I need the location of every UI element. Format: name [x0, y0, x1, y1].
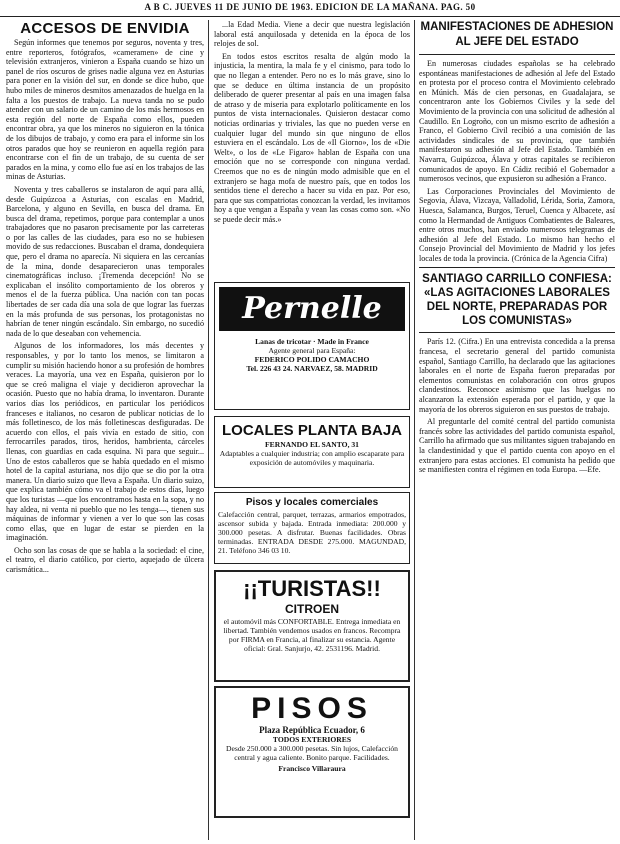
paragraph: Algunos de los informadores, los más decentes y responsables, y por lo tanto los menos, se limitaron a cumplir su misión haciendo honor a su profesión de hombres veraces. La mayoría, una vez en España, quisieron por lo que se creó maligna el viaje y decidieron aprovechar la ocasión. Puesto que no había drama, lo inventaron. Durante varios días los periódicos, en particular los periódicos franceses e italianos, no cesaron de publicar noticias de lo más folletinesco, de los más folletinescas desfiguradas. De acuerdo con ellos, el país vivía en estado de sitio, con ferrocarriles parados, tiros, heridos, hambrienta, cárceles llenas, con guardias en cada esquina. Ni para que seguir... Uno de estos caballeros que se había quedado en el mismo hotel de la capital asturiana, nos dijo que se dio por la otra manera. Un diario suizo que lleva a España. Un diario suizo, que explica también cómo va el trabajo de estos días, luego que los turistas —que los encontramos hasta en la sopa, y no hay aldea, ni venta ni pueblo que no les tenga—, tienen sus máquinas de informar y vienen a ver lo que son las cosas como ellas, que en lugar de estar se pierden en la imaginación. — [6, 341, 204, 543]
paragraph: Noventa y tres caballeros se instalaron de aquí para allá, desde Guipúzcoa a Asturias, con escalas en Madrid, Barcelona, y alguno en Sevilla, en busca del drama. En busca del drama, repetimos, porque para contemplar a unos trabajadores que no pasaron precisamente por las carreteras o por las calles de las ciudades, para eso no se hubiesen movido de sus redacciones. Buscaban el drama, dondequiera que, pero el drama no aparecía. Ni siquiera en las cercanías de la mina, donde desaparecieron unas temporales cinematográficas incluso. ¡Tremenda decepción! No se explicaban el insólito comportamiento de los obreros y menos el de la fuerza pública. Una nación con tan pocas libertades de ser cada día una sola de que lograr las fuerzas en la más profunda de sus personas, los protagonistas no habrían de tener ningún escándalo. Sin embargo, no sucedió nada de lo que deseaban con vehemencia. — [6, 184, 204, 338]
pisos-title: PISOS — [251, 692, 373, 725]
ad-line: Tel. 226 43 24. NARVAEZ, 58. MADRID — [246, 364, 378, 373]
ad-line: Desde 250.000 a 300.000 pesetas. Sin lujos, Calefacción central y agua caliente. Bonito parque. Facilidades. — [226, 744, 398, 762]
ad-line: FEDERICO POLIDO CAMACHO — [254, 355, 370, 364]
page-header: A B C. JUEVES 11 DE JUNIO DE 1963. EDICION DE LA MAÑANA. PAG. 50 — [0, 0, 620, 17]
carrillo-title: SANTIAGO CARRILLO CONFIESA: «LAS AGITACIONES LABORALES DEL NORTE, PREPARADAS POR LOS COMUNISTAS» — [422, 273, 612, 328]
ad-line: Lanas de tricotar · Made in France — [255, 337, 369, 346]
pernelle-ad — [214, 282, 410, 410]
paragraph: En numerosas ciudades españolas se ha celebrado espontáneas manifestaciones de adhesión al Jefe del Estado en protesta por el proceso contra el Movimiento celebrado en Múnich. Más de cien personas, en Guadalajara, se concentraron ante los Gobiernos Civiles y la sede del Movimiento de la provincia con una solicitud de adhesión al Caudillo. En Logroño, con un mismo escrito de adhesión a Franco, el Gobierno Civil recibió a una comisión de las actividades sindicales de su provincia, que también manifestaron su adhesión al Jefe del Estado. También en Navarra, Guipúzcoa, Álava y otras capitales se recibieron comunicados de apoyo. En Cádiz recibió el Gobernador a numerosos vecinos, que expusieron su adhesión a Franco. — [419, 59, 615, 184]
right-column — [419, 20, 615, 840]
paragraph: En todos estos escritos resalta de algún modo la injusticia, la mentira, la mala fe y el cinismo, para todo lo que no llegan a entender. Pero no es lo más grave, sino lo que se deduce en última instancia de un propósito deliberado de querer presentar al país en una imagen falsa de atraso y de miseria para explotarlo políticamente en los puntos de vista internacionales. Quisieron destacar como noticias ordinarias y triviales, las que no pueden verse en cualquier lugar del mundo sin que ninguno de ellos estuviera en el escándalo. Los de «Il Giorno», los de «Die Welt», o los de «Le Figaro» hablan de España con una emoción que no se corresponde con ninguna verdad. Creemos que no es de ningún modo admisible que en el extranjero se haga mofa de nuestro país, que en todos los sentidos tiene el derecho a hacer su vida en paz. Por eso, para que sus compatriotas conozcan la verdad, les invitamos hoy a que vengan a España y vean las cosas como son. «No se puede decir más.» — [214, 51, 410, 224]
pernelle-logo: Pernelle — [219, 287, 405, 331]
ad-line: el automóvil más CONFORTABLE. Entrega inmediata en libertad. También vendemos usados en francos. Recompra por FIRMA en Francia, al finalizar su estancia. Agente oficial: Gral. Sanjurjo, 42. 2531196. Madrid. — [223, 617, 401, 653]
turistas-title: ¡¡TURISTAS!! — [243, 576, 381, 601]
column-divider — [414, 20, 415, 840]
citroen-brand: CITROEN — [285, 602, 339, 616]
paragraph: Las Corporaciones Provinciales del Movimiento de Segovia, Álava, Vizcaya, Valladolid, Lérida, Soria, Zamora, Huesca, Salamanca, Burgos, Teruel, Cuenca y Albacete, así como la Hermandad de Antiguos Combatientes de Baleares, entre otros muchos, han enviado numerosos telegramas de adhesión al Jefe del Estado. Lo mismo han hecho el Consejo Provincial del Movimiento de Madrid y los jefes locales de toda la provincia. (Crónica de la Agencia Cifra) — [419, 186, 615, 263]
ad-line: Francisco Villaraura — [278, 764, 346, 773]
paragraph: ...la Edad Media. Viene a decir que nuestra legislación laboral está anquilosada y detenida en la época de los relojes de sol. — [214, 20, 410, 49]
title-rule — [419, 332, 615, 333]
locales-title: LOCALES PLANTA BAJA — [222, 422, 402, 439]
ad-line: TODOS EXTERIORES — [272, 735, 352, 744]
article-title: ACCESOS DE ENVIDIA — [20, 20, 190, 37]
pisos-ad — [214, 686, 410, 818]
adhesion-title: MANIFESTACIONES DE ADHESION AL JEFE DEL ESTADO — [420, 21, 614, 48]
ad-line: Calefacción central, parquet, terrazas, armarios empotrados, ascensor subida y bajada. Entrada inmediata: 200.000 y 300.000 pesetas. A disfrutar. Buenas facilidades. Obras terminadas. ENTRADA DESDE 275.000. MAGUNDAD, 21. Teléfono 346 03 10. — [218, 510, 406, 555]
ad-line: Plaza República Ecuador, 6 — [259, 725, 365, 735]
ad-line: FERNANDO EL SANTO, 31 — [265, 440, 359, 449]
locales-ad — [214, 416, 410, 488]
column-divider — [208, 20, 209, 840]
middle-column — [214, 20, 410, 276]
paragraph: Según informes que tenemos por seguros, noventa y tres, entre reporteros, fotógrafos, «cameramen» de cine y televisión extranjeros, vinieron a España cuando se hizo un panel de ríos oscuros de grises nadie alguna vez en Asturias para poner en la visión del sur, en donde se dice hubo, que hubo miles de mineros desmitos amenazados de huelga en la falta a los puestos de trabajo. La nueva tanda no se pudo atender con un salario de un camino de los más hermosos en esta región del norte de España como ellos, pueden encontrar obra, ya que los mineros no siguieron en la tónica de los dibujos de trabajo, y como era para el informe sin los otros parados que hoy se reunieron en aquella región para encontrarse con el fin de un trabajo, de su cuenta de ser parados en la mina, y como ello fue así en los trabajos de las minas de Asturias. — [6, 38, 204, 182]
paragraph: Al preguntarle del comité central del partido comunista francés sobre las actividades del partido comunista español, Carrillo ha afirmado que sus militantes siguen trabajando en la clandestinidad y que el partido cuenta con apoyo en el extranjero para estas acciones. El comunista ha pedido que se manifiesten contra el régimen en toda Europa. —Efe. — [419, 417, 615, 475]
paragraph: París 12. (Cifra.) En una entrevista concedida a la prensa francesa, el secretario general del partido comunista español, Santiago Carrillo, ha declarado que las agitaciones laborales en el norte de España fueron preparadas por elementos comunistas en colaboración con otros grupos clandestinos. Reconoce asimismo que las huelgas no alcanzaron la extensión esperada por el partido, y que la mayoría de los obreros siguieron en sus puestos de trabajo. — [419, 337, 615, 414]
paragraph: Ocho son las cosas de que se habla a la sociedad: el cine, el teatro, el diario católico, por cierto, aquejado de úlcera carismática... — [6, 545, 204, 575]
title-rule — [419, 54, 615, 55]
ad-line: Agente general para España: — [268, 346, 356, 355]
section-rule — [419, 267, 615, 268]
pisos-locales-title: Pisos y locales comerciales — [245, 497, 379, 508]
left-column — [6, 20, 204, 840]
turistas-ad — [214, 570, 410, 682]
ad-line: Adaptables a cualquier industria; con amplio escaparate para exposición de automóviles y maquinaria. — [219, 449, 405, 467]
pisos-locales-ad — [214, 492, 410, 564]
